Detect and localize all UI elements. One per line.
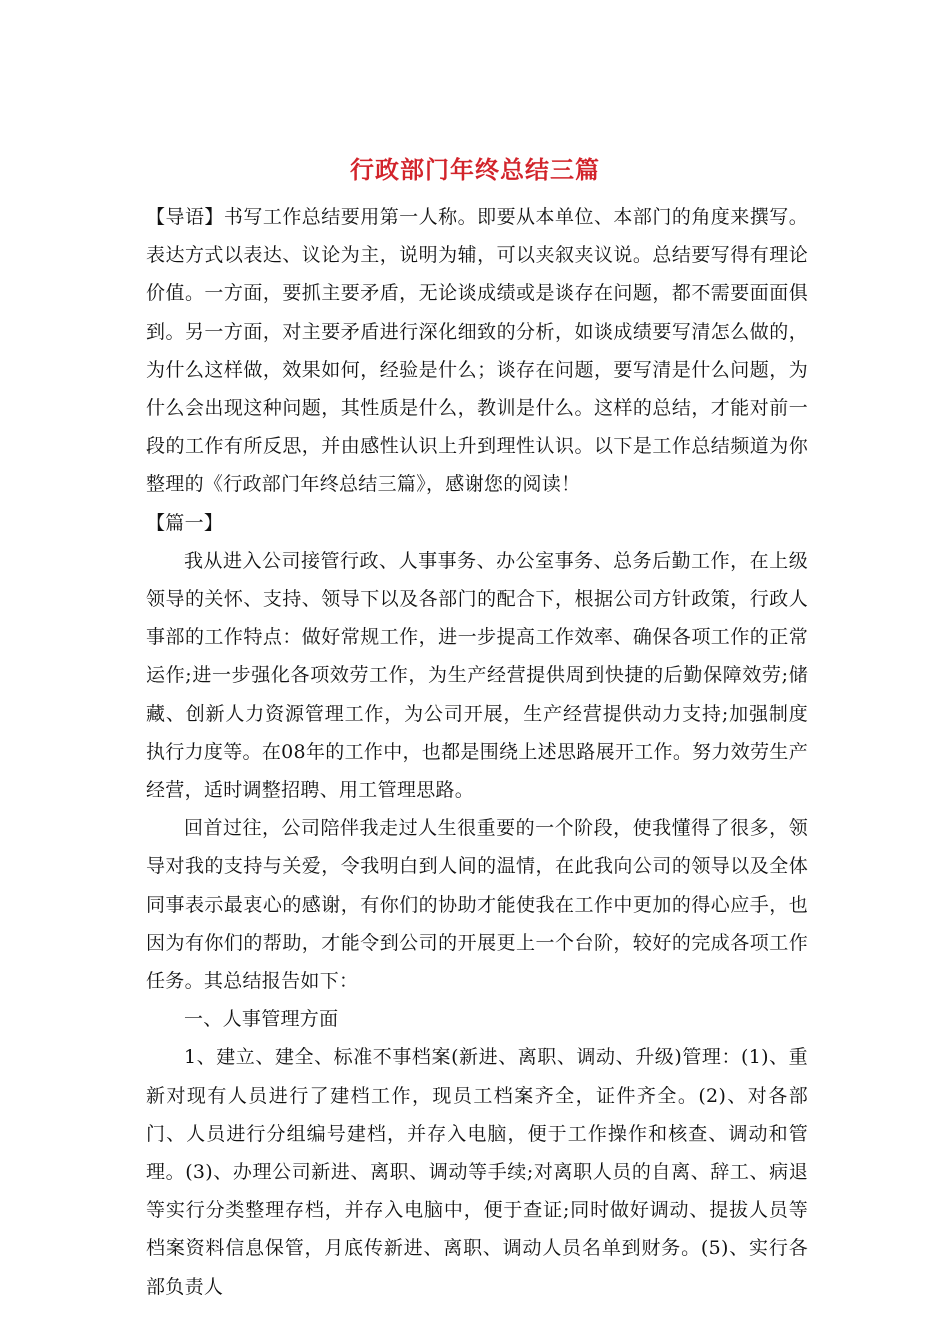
body-paragraph-3: 1、建立、建全、标准不事档案(新进、离职、调动、升级)管理：(1)、重新对现有人员进行了建档工作，现员工档案齐全，证件齐全。(2)、对各部门、人员进行分组编号建档，并存入电脑，便于工作操作和核查、调动和管理。(3)、办理公司新进、离职、调动等手续;对离职人员的自离、辞工、病退等实行分类整理存档，并存入电脑中，便于查证;同时做好调动、提拔人员等档案资料信息保管，月底传新进、离职、调动人员名单到财务。(5)、实行各部负责人: [146, 1046, 808, 1298]
intro-paragraph: 【导语】书写工作总结要用第一人称。即要从本单位、本部门的角度来撰写。表达方式以表达、议论为主，说明为辅，可以夹叙夹议说。总结要写得有理论价值。一方面，要抓主要矛盾，无论谈成绩或是谈存在问题，都不需要面面俱到。另一方面，对主要矛盾进行深化细致的分析，如谈成绩要写清怎么做的，为什么这样做，效果如何，经验是什么；谈存在问题，要写清是什么问题，为什么会出现这种问题，其性质是什么，教训是什么。这样的总结，才能对前一段的工作有所反思，并由感性认识上升到理性认识。以下是工作总结频道为你整理的《行政部门年终总结三篇》，感谢您的阅读！: [146, 206, 808, 496]
document-title: 行政部门年终总结三篇: [350, 155, 600, 184]
document-body: [146, 198, 808, 1306]
section-heading: 【篇一】: [146, 511, 224, 534]
subheading-personnel: 一、人事管理方面: [184, 1008, 339, 1031]
body-paragraph-2: 回首过往，公司陪伴我走过人生很重要的一个阶段，使我懂得了很多，领导对我的支持与关爱，令我明白到人间的温情，在此我向公司的领导以及全体同事表示最衷心的感谢，有你们的协助才能使我在工作中更加的得心应手，也因为有你们的帮助，才能令到公司的开展更上一个台阶，较好的完成各项工作任务。其总结报告如下：: [146, 817, 808, 993]
body-paragraph-1: 我从进入公司接管行政、人事事务、办公室事务、总务后勤工作，在上级领导的关怀、支持、领导下以及各部门的配合下，根据公司方针政策，行政人事部的工作特点：做好常规工作，进一步提高工作效率、确保各项工作的正常运作;进一步强化各项效劳工作，为生产经营提供周到快捷的后勤保障效劳;储藏、创新人力资源管理工作，为公司开展，生产经营提供动力支持;加强制度执行力度等。在08年的工作中，也都是围绕上述思路展开工作。努力效劳生产经营，适时调整招聘、用工管理思路。: [146, 549, 808, 802]
